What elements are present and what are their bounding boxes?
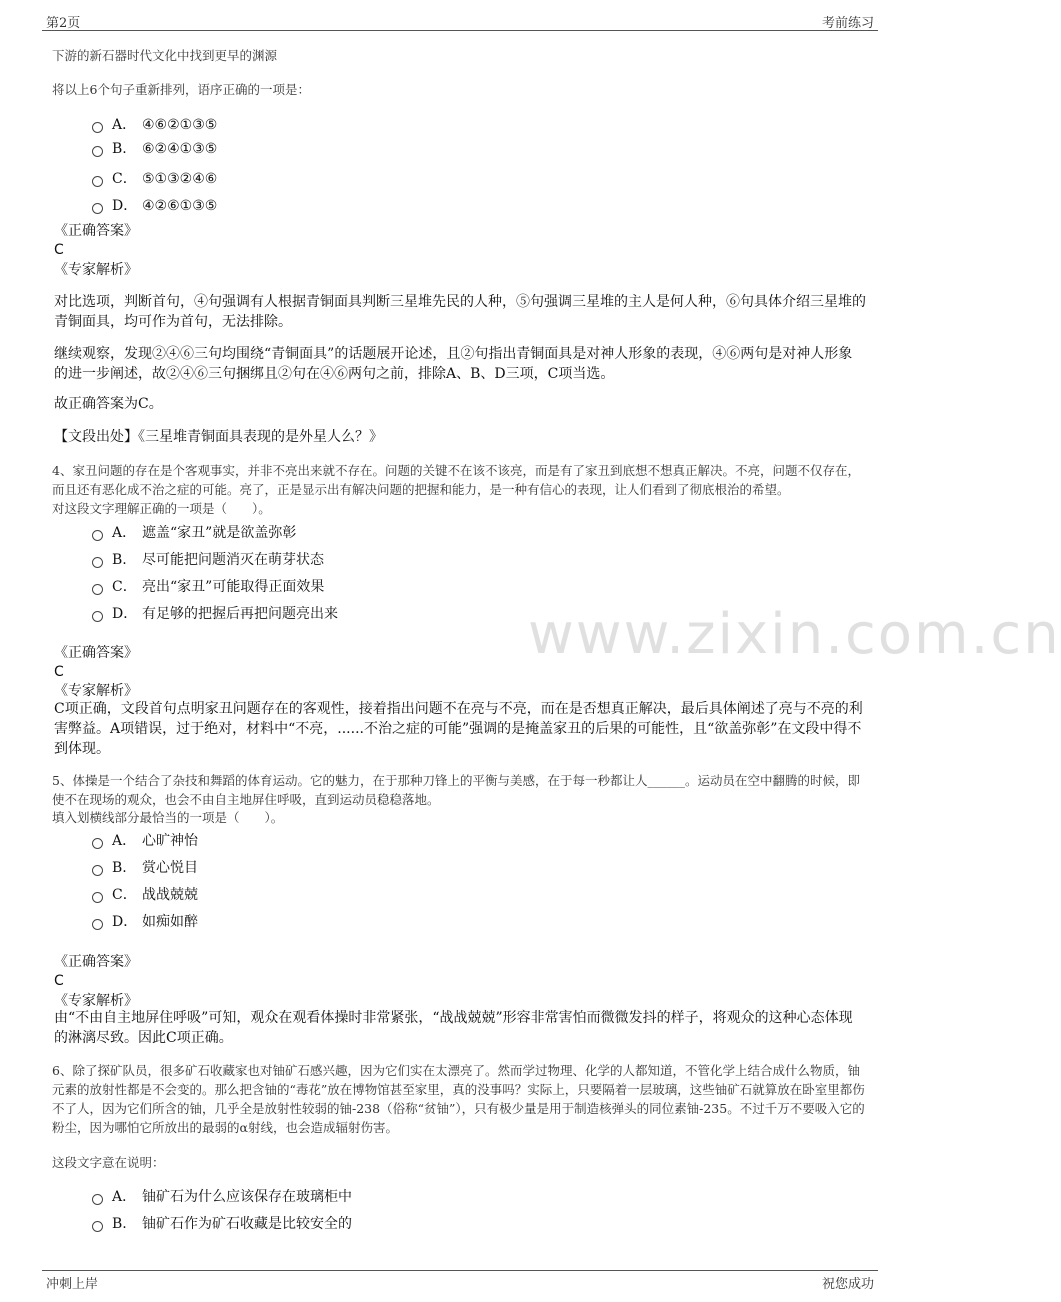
radio-icon[interactable] — [92, 892, 103, 903]
q6-prompt: 这段文字意在说明： — [52, 1155, 165, 1170]
q5-answer-label: 《正确答案》 — [54, 954, 138, 970]
q3-text-tail: 下游的新石器时代文化中找到更早的渊源 — [52, 48, 278, 63]
page-header — [42, 8, 878, 31]
radio-icon[interactable] — [92, 919, 103, 930]
q3-source: 【文段出处】《三星堆青铜面具表现的是外星人么？》 — [54, 429, 383, 445]
q4-answer-label: 《正确答案》 — [54, 645, 138, 661]
q6-option-a[interactable]: A． 铀矿石为什么应该保存在玻璃柜中 — [92, 1186, 352, 1206]
q3-analysis-p2: 继续观察，发现②④⑥三句均围绕“青铜面具”的话题展开论述，且②句指出青铜面具是对神人形象的表现，④⑥两句是对神人形象的进一步阐述，故②④⑥三句捆绑且②句在④⑥两句之前，排除A、B、D三项，C项当选。 — [54, 346, 853, 382]
page-number: 第2页 — [46, 16, 81, 31]
q3-option-a[interactable]: A． ④⑥②①③⑤ — [92, 114, 217, 134]
q3-analysis-p3: 故正确答案为C。 — [54, 396, 163, 412]
q5-answer: C — [54, 973, 64, 989]
q3-option-b[interactable]: B. ⑥②④①③⑤ — [92, 141, 217, 161]
footer-right-text: 祝您成功 — [821, 1277, 874, 1292]
radio-icon[interactable] — [92, 122, 103, 133]
q3-option-d[interactable]: D． ④②⑥①③⑤ — [92, 195, 217, 215]
header-title: 考前练习 — [821, 16, 874, 31]
q5-option-b[interactable]: B. 赏心悦目 — [92, 857, 198, 877]
q4-option-c[interactable]: C． 亮出“家丑”可能取得正面效果 — [92, 576, 324, 596]
radio-icon[interactable] — [92, 1194, 103, 1205]
q3-option-c[interactable]: C． ⑤①③②④⑥ — [92, 168, 217, 188]
q4-answer: C — [54, 664, 64, 680]
q5-analysis-label: 《专家解析》 — [54, 993, 138, 1009]
radio-icon[interactable] — [92, 611, 103, 622]
radio-icon[interactable] — [92, 557, 103, 568]
q5-analysis: 由“不由自主地屏住呼吸”可知，观众在观看体操时非常紧张，“战战兢兢”形容非常害怕而微微发抖的样子，将观众的这种心态体现的淋漓尽致。因此C项正确。 — [54, 1010, 853, 1046]
q3-analysis-p1: 对比选项，判断首句，④句强调有人根据青铜面具判断三星堆先民的人种，⑤句强调三星堆的主人是何人种，⑥句具体介绍三星堆的青铜面具，均可作为首句，无法排除。 — [54, 294, 866, 330]
page-footer — [42, 1270, 878, 1299]
q6-option-b[interactable]: B. 铀矿石作为矿石收藏是比较安全的 — [92, 1213, 352, 1233]
q3-answer: C — [54, 242, 64, 258]
q3-prompt: 将以上6个句子重新排列，语序正确的一项是： — [52, 82, 310, 97]
q4-analysis-label: 《专家解析》 — [54, 683, 138, 699]
watermark: www.zixin.com.cn — [528, 602, 1061, 667]
q4-analysis: C项正确，文段首句点明家丑问题存在的客观性，接着指出问题不在亮与不亮，而在是否想真正解决，最后具体阐述了亮与不亮的利害弊益。A项错误，过于绝对，材料中“不亮，......不治之症的可能”强调的是掩盖家丑的后果的可能性，且“欲盖弥彰”在文段中得不到体现。 — [54, 701, 863, 757]
radio-icon[interactable] — [92, 530, 103, 541]
q3-answer-label: 《正确答案》 — [54, 223, 138, 239]
q5-prompt: 填入划横线部分最恰当的一项是（ ）。 — [52, 810, 284, 825]
q5-option-a[interactable]: A． 心旷神怡 — [92, 830, 198, 850]
q6-stem: 6、除了探矿队员，很多矿石收藏家也对铀矿石感兴趣，因为它们实在太漂亮了。然而学过物理、化学的人都知道，不管化学上结合成什么物质，铀元素的放射性都是不会变的。那么把含铀的“毒花”放在博物馆甚至家里，真的没事吗？实际上，只要隔着一层玻璃，这些铀矿石就算放在卧室里都伤不了人，因为它们所含的铀，几乎全是放射性较弱的铀-238（俗称“贫铀”），只有极少量是用于制造核弹头的同位素铀-235。不过千万不要吸入它的粉尘，因为哪怕它所放出的最弱的α射线，也会造成辐射伤害。 — [52, 1063, 865, 1135]
radio-icon[interactable] — [92, 176, 103, 187]
q4-prompt: 对这段文字理解正确的一项是（ ）。 — [52, 501, 271, 516]
q5-option-c[interactable]: C． 战战兢兢 — [92, 884, 198, 904]
q4-option-d[interactable]: D． 有足够的把握后再把问题亮出来 — [92, 603, 338, 623]
q4-option-a[interactable]: A． 遮盖“家丑”就是欲盖弥彰 — [92, 522, 296, 542]
radio-icon[interactable] — [92, 584, 103, 595]
radio-icon[interactable] — [92, 203, 103, 214]
radio-icon[interactable] — [92, 838, 103, 849]
radio-icon[interactable] — [92, 865, 103, 876]
q3-analysis-label: 《专家解析》 — [54, 262, 138, 278]
q5-stem: 5、体操是一个结合了杂技和舞蹈的体育运动。它的魅力，在于那种刀锋上的平衡与美感，在于每一秒都让人______。运动员在空中翻腾的时候，即使不在现场的观众，也会不由自主地屏住呼吸，直到运动员稳稳落地。 — [52, 773, 860, 807]
footer-left-text: 冲刺上岸 — [46, 1277, 99, 1292]
q4-stem: 4、家丑问题的存在是个客观事实，并非不亮出来就不存在。问题的关键不在该不该亮，而是有了家丑到底想不想真正解决。不亮，问题不仅存在，而且还有恶化成不治之症的可能。亮了，正是显示出有解决问题的把握和能力，是一种有信心的表现，让人们看到了彻底根治的希望。 — [52, 463, 860, 497]
radio-icon[interactable] — [92, 1221, 103, 1232]
q4-option-b[interactable]: B. 尽可能把问题消灭在萌芽状态 — [92, 549, 324, 569]
radio-icon[interactable] — [92, 146, 103, 157]
q5-option-d[interactable]: D． 如痴如醉 — [92, 911, 198, 931]
